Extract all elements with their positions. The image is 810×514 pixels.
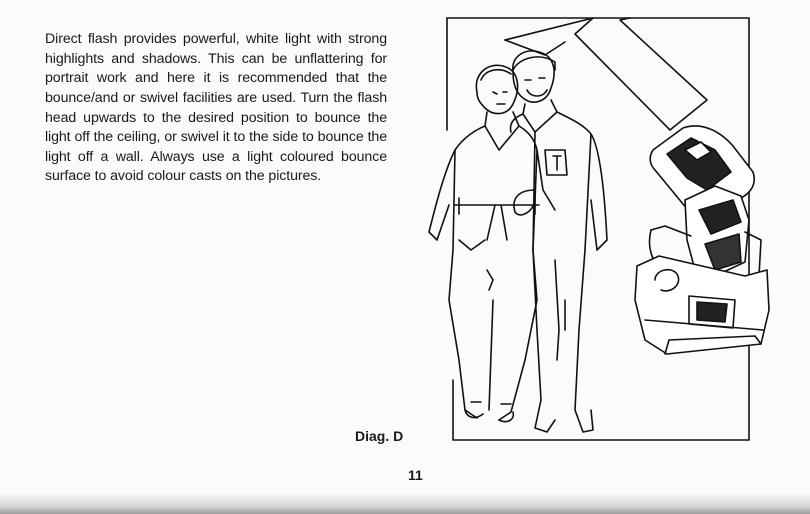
diagram-label: Diag. D [355, 428, 404, 444]
woman-figure [429, 65, 555, 421]
man-figure [511, 51, 608, 432]
bounce-flash-illustration [415, 0, 810, 450]
page-edge-shadow [0, 494, 810, 514]
light-beam [505, 18, 707, 130]
body-paragraph: Direct flash provides powerful, white light with strong highlights and shadows. This can be unflattering for portrait work and here it is recommended that the bounce/and or swivel facilities are used. Turn the flash head upwards to the desired position to bounce the light off the ceiling, or swivel it to the side to bounce the light off a wall. Always use a light coloured bounce surface to avoid colour casts on the pictures. [45, 31, 387, 185]
page-number: 11 [408, 467, 423, 483]
